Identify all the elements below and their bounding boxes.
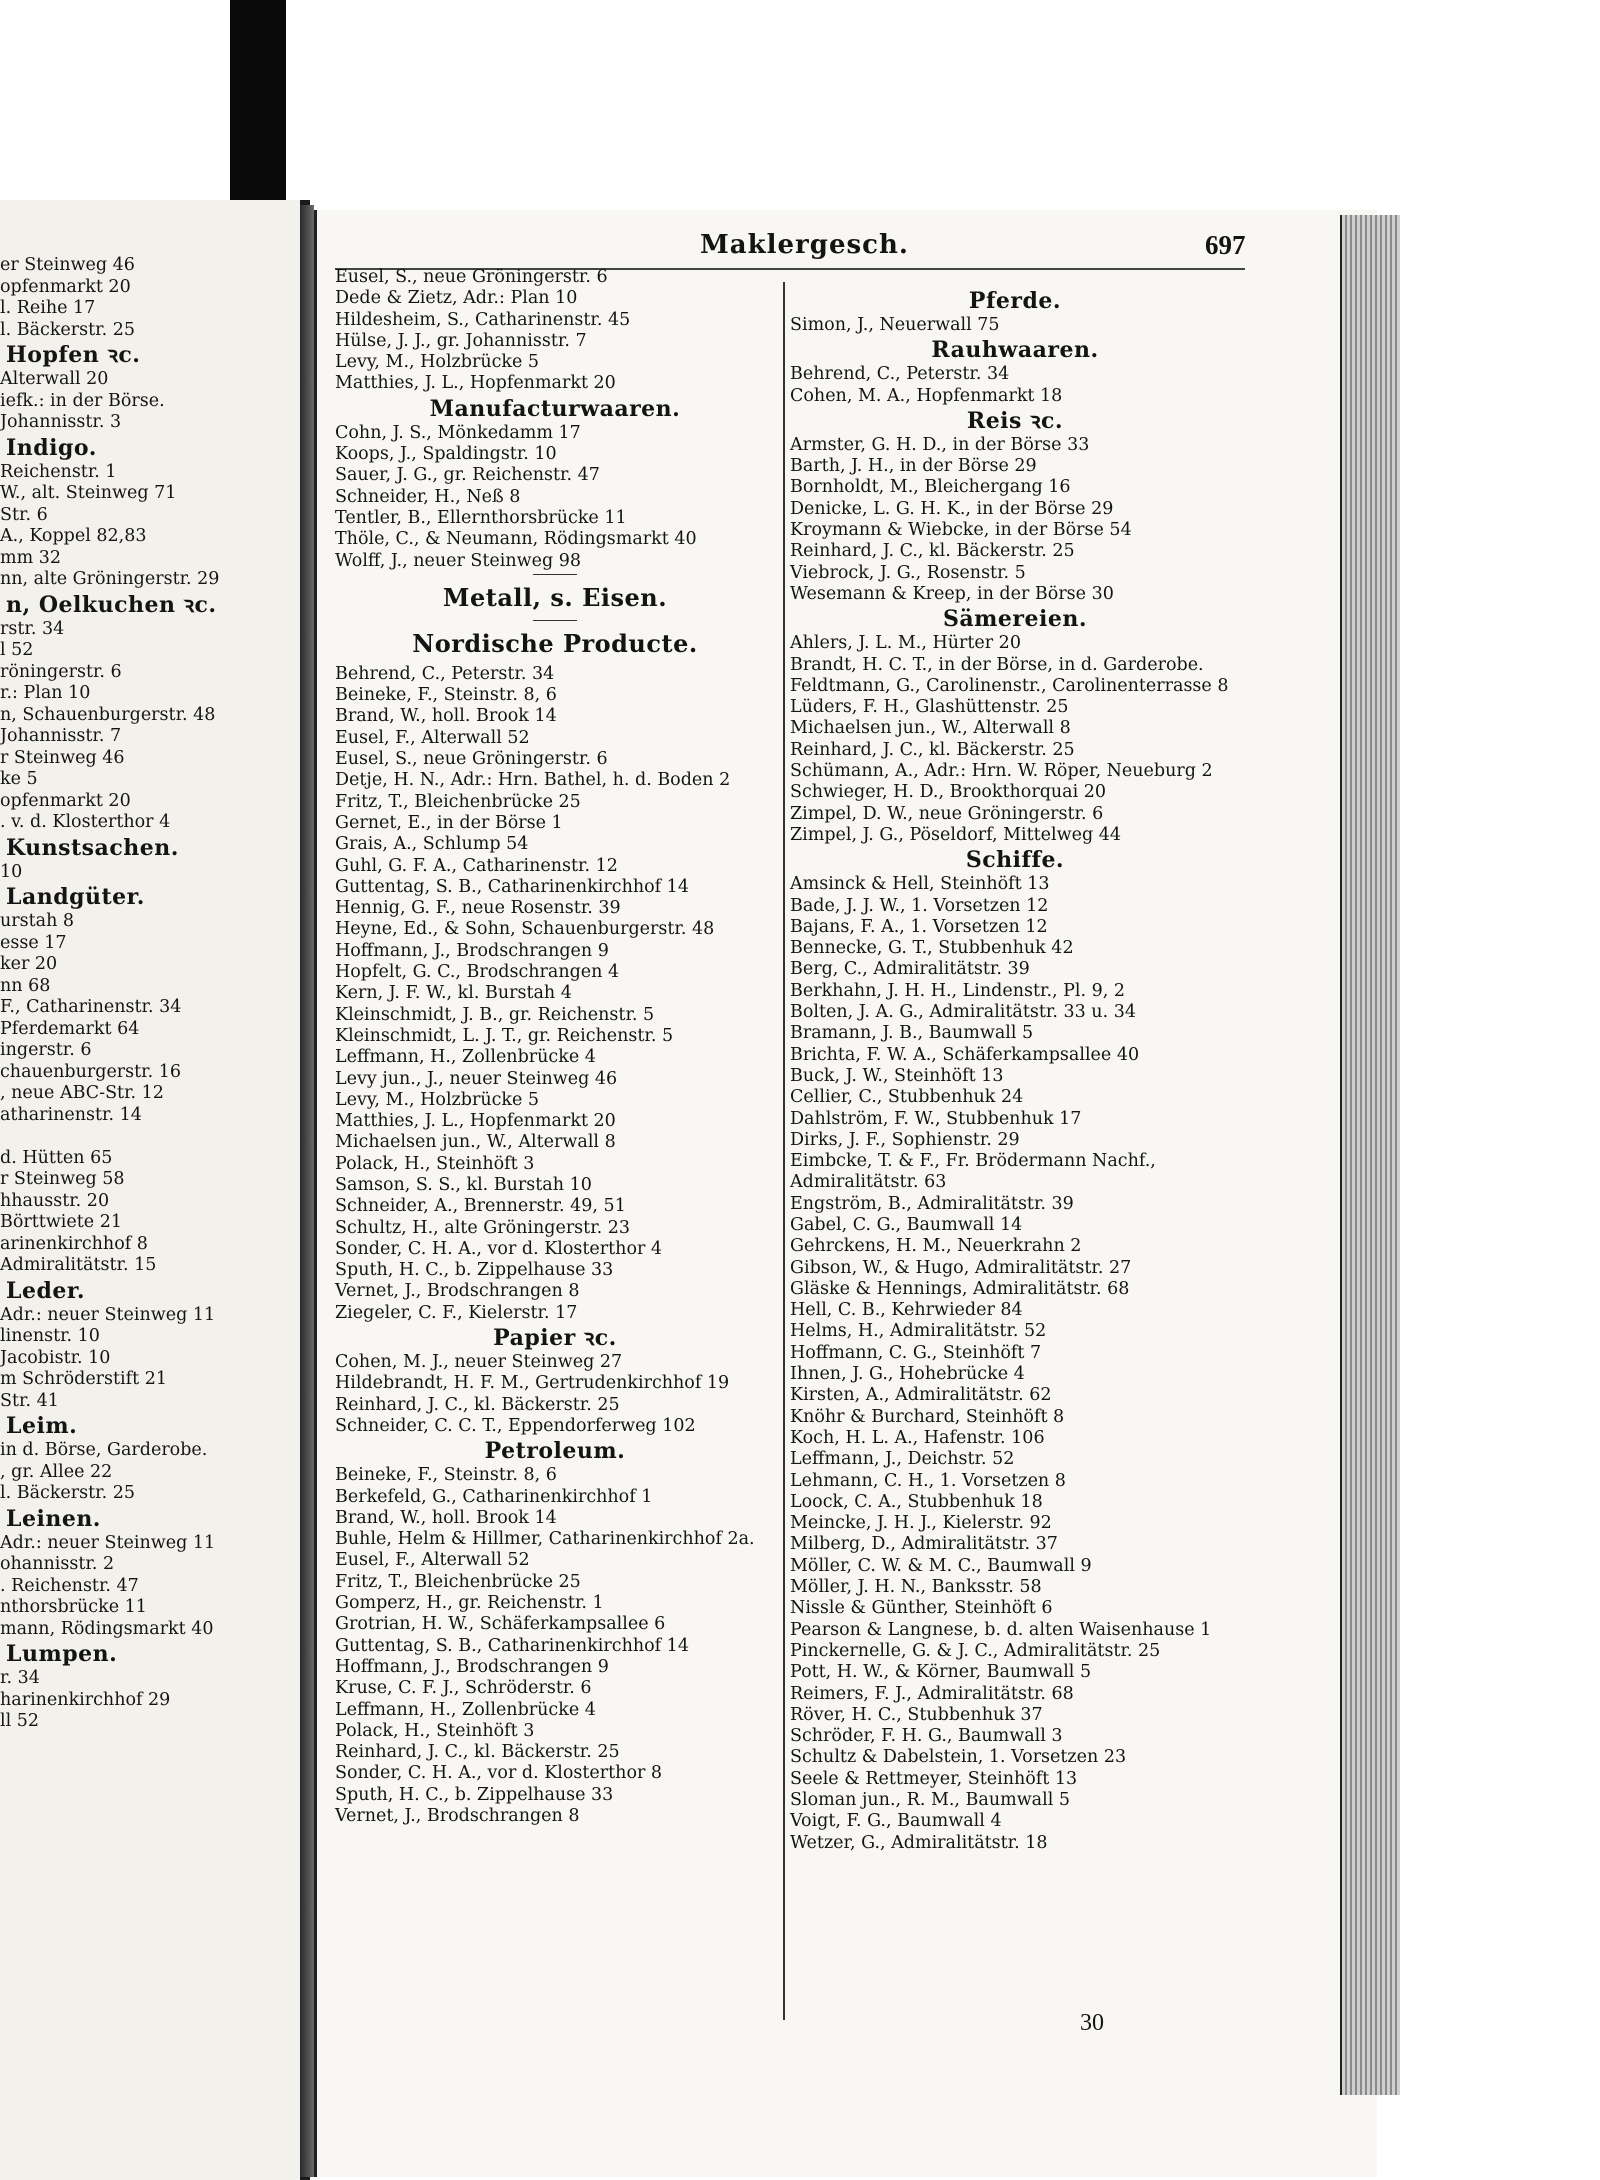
directory-entry: Reinhard, J. C., kl. Bäckerstr. 25 [790,541,1075,562]
directory-entry: Alterwall 20 [0,369,109,389]
directory-entry: Schröder, F. H. G., Baumwall 3 [790,1726,1063,1747]
right-column [790,287,1240,1854]
directory-entry: Jacobistr. 10 [0,1347,111,1368]
directory-entry: Sonder, C. H. A., vor d. Klosterthor 8 [335,1763,663,1784]
directory-entry: Armster, G. H. D., in der Börse 33 [790,434,1090,455]
directory-entry: Kruse, C. F. J., Schröderstr. 6 [335,1678,592,1699]
directory-entry: opfenmarkt 20 [0,790,131,811]
directory-entry: Pott, H. W., & Körner, Baumwall 5 [790,1662,1092,1683]
directory-entry: Kleinschmidt, L. J. T., gr. Reichenstr. 5 [335,1025,674,1046]
directory-entry: Dirks, J. F., Sophienstr. 29 [790,1129,1020,1150]
section-heading: Hopfen ꝛc. [6,342,141,368]
directory-entry: Kroymann & Wiebcke, in der Börse 54 [790,520,1132,541]
directory-entry: chauenburgerstr. 16 [0,1061,182,1082]
directory-entry: m Schröderstift 21 [0,1369,167,1389]
directory-entry: Cohen, M. A., Hopfenmarkt 18 [790,385,1063,406]
directory-entry: Reimers, F. J., Admiralitätstr. 68 [790,1683,1074,1704]
directory-entry: A., Koppel 82,83 [0,526,147,546]
directory-entry: Hoffmann, J., Brodschrangen 9 [335,1656,609,1677]
directory-entry: Gibson, W., & Hugo, Admiralitätstr. 27 [790,1257,1132,1278]
directory-entry: Levy, M., Holzbrücke 5 [335,352,540,373]
directory-entry: l. Bäckerstr. 25 [0,1483,135,1503]
section-heading: Leder. [6,1277,86,1304]
directory-entry: Ahlers, J. L. M., Hürter 20 [790,633,1021,654]
directory-entry: esse 17 [0,932,67,953]
directory-entry: Hoffmann, C. G., Steinhöft 7 [790,1342,1042,1363]
directory-entry: Gernet, E., in der Börse 1 [335,812,563,833]
directory-entry: Gehrckens, H. M., Neuerkrahn 2 [790,1236,1082,1257]
directory-entry: nn, alte Gröningerstr. 29 [0,569,220,589]
directory-entry: Brand, W., holl. Brook 14 [335,706,557,727]
directory-entry: Eusel, S., neue Gröningerstr. 6 [335,749,608,770]
section-heading: Nordische Producte. [412,628,698,658]
directory-entry: Thöle, C., & Neumann, Rödingsmarkt 40 [335,529,697,550]
directory-entry: Barth, J. H., in der Börse 29 [790,456,1037,477]
directory-entry: Eusel, S., neue Gröningerstr. 6 [335,267,608,287]
section-heading: Manufacturwaaren. [429,395,681,422]
directory-entry: Koops, J., Spaldingstr. 10 [335,444,557,465]
section-heading: n, Oelkuchen ꝛc. [6,591,217,618]
section-rule [335,618,775,624]
directory-entry: Simon, J., Neuerwall 75 [790,315,1000,335]
directory-entry: arinenkirchhof 8 [0,1233,148,1254]
directory-entry: Bornholdt, M., Bleichergang 16 [790,477,1071,498]
directory-entry: F., Catharinenstr. 34 [0,997,182,1017]
column-divider [783,282,785,2020]
directory-entry: Michaelsen jun., W., Alterwall 8 [335,1132,616,1153]
directory-entry: Berkhahn, J. H. H., Lindenstr., Pl. 9, 2 [790,980,1126,1001]
section-heading: Metall, s. Eisen. [442,582,668,612]
directory-entry: Matthies, J. L., Hopfenmarkt 20 [335,373,616,394]
directory-entry: Fritz, T., Bleichenbrücke 25 [335,1571,581,1592]
directory-entry: harinenkirchhof 29 [0,1689,171,1710]
directory-entry: Admiralitätstr. 63 [790,1172,947,1193]
directory-entry: Dahlström, F. W., Stubbenhuk 17 [790,1108,1082,1129]
directory-entry: Grais, A., Schlump 54 [335,834,529,855]
section-heading: Sämereien. [942,606,1087,633]
directory-entry: r Steinweg 46 [0,747,125,768]
directory-entry: Eusel, F., Alterwall 52 [335,727,530,748]
directory-entry: er Steinweg 46 [0,255,135,275]
directory-entry: Hennig, G. F., neue Rosenstr. 39 [335,898,621,919]
directory-entry: Wesemann & Kreep, in der Börse 30 [790,583,1114,604]
section-heading: Reis ꝛc. [966,407,1064,434]
directory-entry: Sputh, H. C., b. Zippelhause 33 [335,1260,614,1281]
directory-entry: d. Hütten 65 [0,1147,113,1168]
section-heading: Leim. [6,1413,78,1439]
directory-entry: rstr. 34 [0,618,65,639]
directory-entry: Schneider, C. C. T., Eppendorferweg 102 [335,1415,696,1436]
directory-entry: . v. d. Klosterthor 4 [0,812,171,832]
running-header: Maklergesch. [700,230,909,260]
section-heading: Kunstsachen. [6,834,179,861]
directory-entry: Möller, C. W. & M. C., Baumwall 9 [790,1555,1092,1576]
directory-entry: Heyne, Ed., & Sohn, Schauenburgerstr. 48 [335,919,715,940]
directory-entry: Leffmann, H., Zollenbrücke 4 [335,1699,596,1720]
directory-entry: Buck, J. W., Steinhöft 13 [790,1065,1004,1086]
directory-entry: Gläske & Hennings, Admiralitätstr. 68 [790,1278,1130,1299]
directory-entry: W., alt. Steinweg 71 [0,483,177,503]
directory-entry: Berg, C., Admiralitätstr. 39 [790,959,1030,980]
directory-entry: Brandt, H. C. T., in der Börse, in d. Garderobe. [790,654,1204,675]
directory-entry: Kern, J. F. W., kl. Burstah 4 [335,983,572,1004]
directory-entry: Levy jun., J., neuer Steinweg 46 [335,1068,618,1089]
directory-entry: Fritz, T., Bleichenbrücke 25 [335,791,581,812]
directory-entry: Dede & Zietz, Adr.: Plan 10 [335,288,578,309]
directory-entry: Gomperz, H., gr. Reichenstr. 1 [335,1593,604,1614]
directory-entry: Pearson & Langnese, b. d. alten Waisenhause 1 [790,1619,1212,1640]
directory-entry: ohannisstr. 2 [0,1554,115,1574]
directory-entry: atharinenstr. 14 [0,1104,142,1125]
directory-entry: Knöhr & Burchard, Steinhöft 8 [790,1406,1065,1427]
directory-entry: Denicke, L. G. H. K., in der Börse 29 [790,498,1114,519]
directory-entry: in d. Börse, Garderobe. [0,1440,208,1460]
directory-entry: Samson, S. S., kl. Burstah 10 [335,1174,592,1195]
directory-entry: 10 [0,861,23,882]
directory-entry: Adr.: neuer Steinweg 11 [0,1532,216,1553]
directory-entry: Reinhard, J. C., kl. Bäckerstr. 25 [335,1742,620,1763]
directory-entry: Cohen, M. J., neuer Steinweg 27 [335,1352,623,1373]
directory-entry: Cohn, J. S., Mönkedamm 17 [335,422,581,443]
directory-entry: Pferdemarkt 64 [0,1018,140,1039]
directory-entry: Cellier, C., Stubbenhuk 24 [790,1087,1024,1108]
directory-entry: Viebrock, J. G., Rosenstr. 5 [790,562,1026,583]
directory-entry: Leffmann, J., Deichstr. 52 [790,1449,1015,1470]
directory-entry: ll 52 [0,1711,40,1731]
section-heading: Leinen. [6,1505,101,1532]
scan-dark-strip [230,0,286,200]
directory-entry: Wolff, J., neuer Steinweg 98 [335,550,582,571]
directory-entry: Hell, C. B., Kehrwieder 84 [790,1300,1023,1321]
directory-entry: Polack, H., Steinhöft 3 [335,1153,535,1174]
directory-entry: Johannisstr. 3 [0,412,122,432]
directory-entry: Ihnen, J. G., Hohebrücke 4 [790,1364,1025,1385]
directory-entry: Schultz & Dabelstein, 1. Vorsetzen 23 [790,1747,1127,1768]
directory-entry: Hildebrandt, H. F. M., Gertrudenkirchhof 19 [335,1373,730,1394]
directory-entry: n, Schauenburgerstr. 48 [0,704,216,725]
directory-entry: Lüders, F. H., Glashüttenstr. 25 [790,697,1069,718]
directory-entry: , gr. Allee 22 [0,1461,113,1482]
directory-entry: Guttentag, S. B., Catharinenkirchhof 14 [335,1635,689,1656]
directory-entry: Hoffmann, J., Brodschrangen 9 [335,940,609,961]
directory-entry: Nissle & Günther, Steinhöft 6 [790,1598,1053,1619]
directory-entry: r.: Plan 10 [0,683,91,703]
directory-entry: Grotrian, H. W., Schäferkampsallee 6 [335,1614,666,1635]
directory-entry: Milberg, D., Admiralitätstr. 37 [790,1534,1058,1555]
left-page-column [0,255,300,1733]
directory-entry: Reinhard, J. C., kl. Bäckerstr. 25 [335,1394,620,1415]
directory-entry: hhausstr. 20 [0,1190,110,1211]
section-heading: Petroleum. [484,1438,626,1465]
directory-entry: Brand, W., holl. Brook 14 [335,1507,557,1528]
directory-entry: ke 5 [0,769,38,789]
directory-entry: Schwieger, H. D., Brookthorquai 20 [790,782,1107,803]
directory-entry: Ziegeler, C. F., Kielerstr. 17 [335,1302,578,1323]
directory-entry: urstah 8 [0,911,75,931]
directory-entry: Beineke, F., Steinstr. 8, 6 [335,1465,557,1486]
book-gutter [300,205,314,2177]
directory-entry: Guttentag, S. B., Catharinenkirchhof 14 [335,876,689,897]
directory-entry: Sputh, H. C., b. Zippelhause 33 [335,1784,614,1805]
directory-entry: l. Reihe 17 [0,298,96,318]
middle-column [335,267,775,1827]
directory-entry: iefk.: in der Börse. [0,390,165,411]
directory-entry: Michaelsen jun., W., Alterwall 8 [790,718,1071,739]
directory-entry: Bolten, J. A. G., Admiralitätstr. 33 u. 34 [790,1002,1136,1023]
directory-entry: Koch, H. L. A., Hafenstr. 106 [790,1427,1045,1448]
directory-entry: r. 34 [0,1668,40,1688]
section-heading: Schiffe. [965,847,1065,874]
directory-entry: Matthies, J. L., Hopfenmarkt 20 [335,1111,616,1132]
directory-entry: Reinhard, J. C., kl. Bäckerstr. 25 [790,739,1075,760]
directory-entry: Amsinck & Hell, Steinhöft 13 [790,874,1050,895]
directory-entry: ingerstr. 6 [0,1040,92,1060]
directory-entry: Leffmann, H., Zollenbrücke 4 [335,1047,596,1068]
directory-entry: Johannisstr. 7 [0,726,122,746]
directory-entry: Detje, H. N., Adr.: Hrn. Bathel, h. d. Boden 2 [335,770,731,791]
directory-entry: . Reichenstr. 47 [0,1575,139,1596]
directory-entry: Brichta, F. W. A., Schäferkampsallee 40 [790,1044,1140,1065]
page-edge [1340,215,1400,2095]
directory-entry: Str. 41 [0,1390,59,1411]
directory-entry: , neue ABC-Str. 12 [0,1083,164,1103]
directory-entry: Str. 6 [0,504,48,525]
directory-entry: Helms, H., Admiralitätstr. 52 [790,1321,1047,1342]
directory-entry: Loock, C. A., Stubbenhuk 18 [790,1491,1043,1512]
directory-entry: Meincke, J. H. J., Kielerstr. 92 [790,1513,1052,1534]
directory-entry: Börttwiete 21 [0,1212,122,1232]
directory-entry: Berkefeld, G., Catharinenkirchhof 1 [335,1486,653,1507]
directory-entry: Behrend, C., Peterstr. 34 [790,364,1010,385]
directory-entry: Buhle, Helm & Hillmer, Catharinenkirchhof 2a. [335,1529,755,1550]
directory-entry: Levy, M., Holzbrücke 5 [335,1089,540,1110]
section-heading: Pferde. [968,288,1062,314]
section-heading: Rauhwaaren. [931,337,1099,364]
directory-entry: ker 20 [0,954,58,974]
directory-entry: Behrend, C., Peterstr. 34 [335,663,555,684]
directory-entry: Eimbcke, T. & F., Fr. Brödermann Nachf., [790,1151,1156,1172]
directory-entry: Kirsten, A., Admiralitätstr. 62 [790,1385,1052,1406]
signature-number: 30 [1080,2010,1104,2036]
directory-entry: Sonder, C. H. A., vor d. Klosterthor 4 [335,1238,663,1259]
directory-entry: Möller, J. H. N., Banksstr. 58 [790,1577,1042,1598]
directory-entry: Voigt, F. G., Baumwall 4 [790,1811,1002,1832]
directory-entry: Schümann, A., Adr.: Hrn. W. Röper, Neueburg 2 [790,761,1213,782]
directory-entry: opfenmarkt 20 [0,276,131,297]
directory-entry: Engström, B., Admiralitätstr. 39 [790,1193,1074,1214]
directory-entry: linenstr. 10 [0,1326,100,1346]
directory-entry: Kleinschmidt, J. B., gr. Reichenstr. 5 [335,1004,655,1025]
directory-entry: Feldtmann, G., Carolinenstr., Carolinenterrasse 8 [790,675,1229,696]
directory-entry: Sloman jun., R. M., Baumwall 5 [790,1790,1071,1810]
directory-entry: mm 32 [0,547,62,568]
directory-entry: röningerstr. 6 [0,661,122,682]
directory-entry: Guhl, G. F. A., Catharinenstr. 12 [335,855,618,876]
directory-entry: Schneider, A., Brennerstr. 49, 51 [335,1196,626,1217]
directory-entry: Hildesheim, S., Catharinenstr. 45 [335,309,631,330]
directory-entry: Seele & Rettmeyer, Steinhöft 13 [790,1768,1078,1789]
directory-entry: l 52 [0,640,34,660]
section-heading: Lumpen. [6,1641,118,1667]
directory-entry: Reichenstr. 1 [0,461,117,482]
directory-entry: Vernet, J., Brodschrangen 8 [335,1281,580,1302]
directory-entry: nthorsbrücke 11 [0,1597,147,1617]
directory-entry: r Steinweg 58 [0,1169,125,1189]
directory-entry: Admiralitätstr. 15 [0,1255,157,1275]
directory-entry: Schultz, H., alte Gröningerstr. 23 [335,1217,631,1238]
directory-entry: Zimpel, D. W., neue Gröningerstr. 6 [790,803,1104,824]
directory-entry: Polack, H., Steinhöft 3 [335,1720,535,1741]
directory-entry: Lehmann, C. H., 1. Vorsetzen 8 [790,1470,1066,1491]
directory-entry [0,1126,300,1148]
directory-entry: Bennecke, G. T., Stubbenhuk 42 [790,938,1074,959]
directory-entry: Schneider, H., Neß 8 [335,486,521,507]
section-heading: Indigo. [6,434,97,461]
section-heading: Papier ꝛc. [493,1325,617,1352]
directory-entry: Wetzer, G., Admiralitätstr. 18 [790,1832,1048,1853]
directory-entry: Bade, J. J. W., 1. Vorsetzen 12 [790,895,1049,916]
directory-entry: Vernet, J., Brodschrangen 8 [335,1806,580,1826]
directory-entry: Hopfelt, G. C., Brodschrangen 4 [335,962,620,983]
page-number: 697 [1205,230,1246,260]
directory-entry: Beineke, F., Steinstr. 8, 6 [335,685,557,706]
directory-entry: Adr.: neuer Steinweg 11 [0,1304,216,1325]
directory-entry: Pinckernelle, G. & J. C., Admiralitätstr. 25 [790,1640,1161,1661]
directory-entry: nn 68 [0,975,51,996]
directory-entry: Tentler, B., Ellernthorsbrücke 11 [335,507,627,528]
directory-entry: l. Bäckerstr. 25 [0,319,135,340]
directory-entry: Hülse, J. J., gr. Johannisstr. 7 [335,330,587,351]
section-rule [335,572,775,578]
section-heading: Landgüter. [6,884,145,910]
directory-entry: Sauer, J. G., gr. Reichenstr. 47 [335,465,600,486]
directory-entry: Bajans, F. A., 1. Vorsetzen 12 [790,916,1048,937]
directory-entry: Zimpel, J. G., Pöseldorf, Mittelweg 44 [790,824,1121,845]
directory-entry: Eusel, F., Alterwall 52 [335,1550,530,1571]
directory-entry: Gabel, C. G., Baumwall 14 [790,1214,1023,1235]
directory-entry: Bramann, J. B., Baumwall 5 [790,1023,1034,1044]
directory-entry: Röver, H. C., Stubbenhuk 37 [790,1704,1043,1725]
directory-entry: mann, Rödingsmarkt 40 [0,1618,214,1639]
